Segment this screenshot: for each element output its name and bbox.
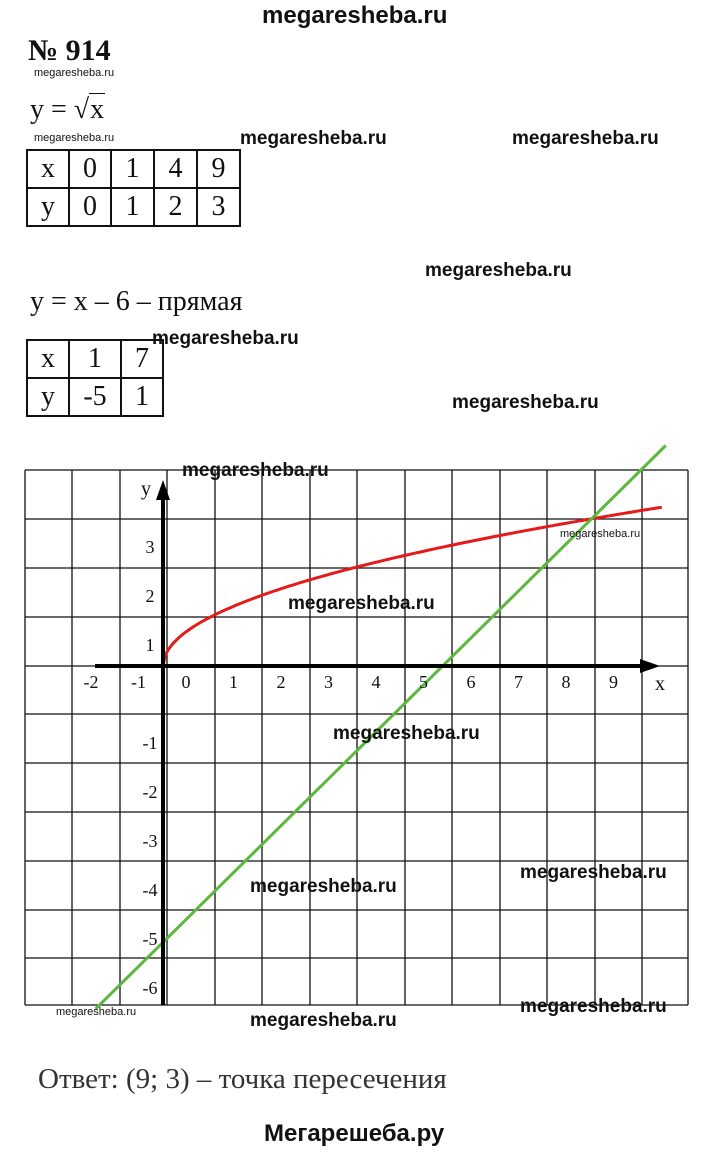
x-tick-label: 1 <box>229 672 238 692</box>
watermark-big: megaresheba.ru <box>250 876 397 897</box>
y-tick-label: -4 <box>142 880 158 900</box>
watermark-big: megaresheba.ru <box>333 723 480 744</box>
x-tick-label: 3 <box>324 672 333 692</box>
x-tick-label: 0 <box>181 672 191 692</box>
brand-footer: Мегарешеба.ру <box>264 1120 445 1147</box>
table-cell: 3 <box>197 188 240 226</box>
x-axis-label: x <box>655 673 665 695</box>
table-cell: 1 <box>121 378 163 416</box>
table-cell: 1 <box>69 340 121 378</box>
watermark-big: megaresheba.ru <box>520 996 667 1017</box>
x-tick-label: 2 <box>276 672 286 692</box>
x-tick-label: 7 <box>514 672 523 692</box>
watermark-big: megaresheba.ru <box>425 260 572 281</box>
x-tick-label: 8 <box>561 672 571 692</box>
x-tick-label: 6 <box>466 672 476 692</box>
table-cell: 1 <box>111 150 154 188</box>
y-tick-label: 1 <box>145 635 155 655</box>
y-axis-arrow <box>156 480 170 500</box>
table-cell: 0 <box>69 150 111 188</box>
x-tick-label: 5 <box>419 672 428 692</box>
table-cell: 7 <box>121 340 163 378</box>
table-cell: 4 <box>154 150 197 188</box>
x-tick-label: 4 <box>371 672 381 692</box>
x-tick-label: -2 <box>83 672 99 692</box>
x-axis-arrow <box>640 659 660 673</box>
watermark-big: megaresheba.ru <box>512 128 659 149</box>
watermark-big: megaresheba.ru <box>520 862 667 883</box>
y-tick-label: -3 <box>142 831 158 851</box>
y-tick-label: -6 <box>142 978 158 998</box>
answer-text: Ответ: (9; 3) – точка пересечения <box>38 1063 447 1095</box>
table-cell: y <box>27 378 69 416</box>
table-cell: x <box>27 150 69 188</box>
y-tick-label: -1 <box>142 733 158 753</box>
table-cell: y <box>27 188 69 226</box>
watermark-top: megaresheba.ru <box>262 2 448 29</box>
watermark-small: megaresheba.ru <box>34 67 115 79</box>
radical-sign: √ <box>73 94 90 125</box>
function2-formula: y = x – 6 – прямая <box>30 286 243 317</box>
y-tick-label: 2 <box>145 586 155 606</box>
table-cell: 2 <box>154 188 197 226</box>
y-tick-label: 3 <box>145 537 155 557</box>
watermark-big: megaresheba.ru <box>288 593 435 614</box>
watermark-small: megaresheba.ru <box>560 528 641 540</box>
problem-number: № 914 <box>28 34 111 67</box>
table-cell: -5 <box>69 378 121 416</box>
watermark-small: megaresheba.ru <box>34 132 115 144</box>
watermark-big: megaresheba.ru <box>152 328 299 349</box>
function1-argument: x <box>90 94 105 125</box>
y-tick-label: -5 <box>142 929 158 949</box>
x-tick-label: 9 <box>609 672 618 692</box>
watermark-small: megaresheba.ru <box>56 1006 137 1018</box>
table-cell: 1 <box>111 188 154 226</box>
watermark-big: megaresheba.ru <box>182 460 329 481</box>
table-cell: 9 <box>197 150 240 188</box>
table-cell: x <box>27 340 69 378</box>
watermark-big: megaresheba.ru <box>452 392 599 413</box>
function1-prefix: y = <box>30 94 74 125</box>
y-tick-label: -2 <box>142 782 158 802</box>
table-cell: 0 <box>69 188 111 226</box>
watermark-big: megaresheba.ru <box>240 128 387 149</box>
watermark-big: megaresheba.ru <box>250 1010 397 1031</box>
y-axis-label: y <box>141 478 151 500</box>
x-tick-label: -1 <box>131 672 146 692</box>
